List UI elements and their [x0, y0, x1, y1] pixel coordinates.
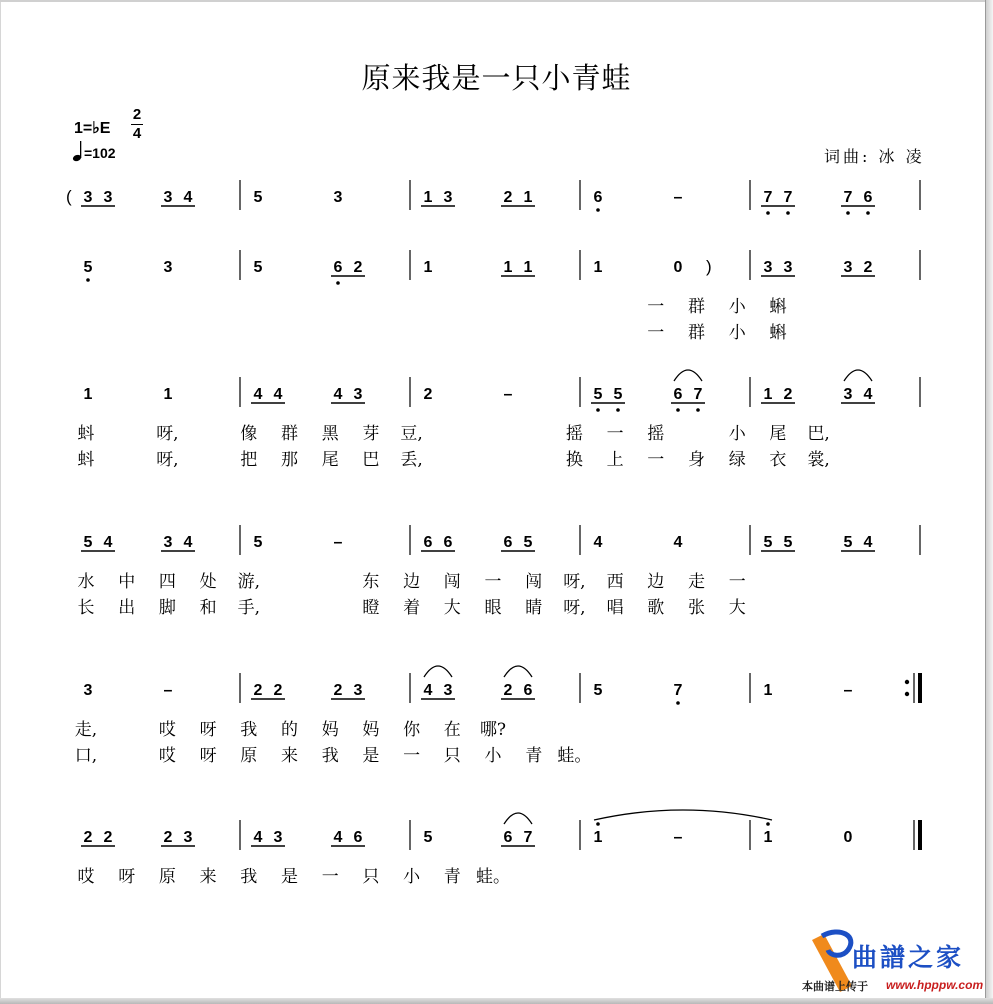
octave-dot-below [696, 408, 700, 412]
note: 3 [333, 189, 343, 206]
lyric-syllable: 中 [118, 572, 136, 592]
note: 2 [103, 829, 113, 846]
note: 1 [523, 189, 533, 206]
note: 1 [163, 386, 173, 403]
lyric-syllable: 小 [728, 297, 746, 317]
lyric-syllable: 四 [158, 572, 176, 592]
watermark-logo [800, 922, 985, 998]
lyric-syllable: 边 [647, 572, 665, 592]
note: 5 [593, 682, 603, 699]
note: 5 [83, 259, 93, 276]
note: 4 [253, 386, 263, 403]
time-signature-bottom: 4 [132, 125, 142, 142]
note: 4 [183, 189, 193, 206]
lyric-syllable: 一 [647, 323, 665, 343]
lyric-syllable: 蚪 [77, 450, 95, 470]
note: 7 [693, 386, 703, 403]
lyric-syllable: 闯 [525, 572, 543, 592]
lyric-syllable: 着 [403, 598, 421, 618]
note: 7 [523, 829, 533, 846]
lyric-syllable: 像 [240, 424, 258, 444]
watermark-url: www.hpppw.com [886, 978, 984, 992]
lyric-syllable: 青 [525, 746, 543, 766]
lyric-syllable: 来 [281, 746, 298, 766]
slur [424, 666, 452, 677]
note: 2 [503, 189, 513, 206]
lyric-syllable: 衣 [769, 450, 787, 470]
repeat-dot [905, 692, 909, 696]
note: 5 [783, 534, 793, 551]
note: 5 [83, 534, 93, 551]
lyric-syllable: 把 [240, 450, 258, 470]
lyric-syllable: 是 [362, 746, 380, 766]
note: 3 [443, 682, 453, 699]
lyric-syllable: 摇 [647, 424, 665, 444]
note: 7 [763, 189, 773, 206]
lyric-syllable: 呀, [156, 450, 179, 470]
lyric-syllable: 只 [443, 746, 461, 766]
lyric-syllable: 芽 [362, 424, 380, 444]
lyric-syllable: 蛙。 [557, 746, 592, 766]
open-parenthesis: ( [66, 187, 72, 206]
note: 6 [673, 386, 683, 403]
sustain-dash: – [843, 682, 853, 699]
lyric-syllable: 蝌 [769, 297, 787, 317]
lyric-syllable: 哎 [158, 746, 176, 766]
note: 4 [103, 534, 113, 551]
lyric-syllable: 西 [606, 572, 624, 592]
note: 2 [423, 386, 433, 403]
lyric-syllable: 来 [199, 867, 217, 887]
lyric-syllable: 一 [606, 424, 624, 444]
note: 7 [783, 189, 793, 206]
note: 3 [83, 189, 93, 206]
note: 3 [353, 386, 363, 403]
lyric-syllable: 长 [77, 598, 95, 618]
lyric-syllable: 脚 [158, 598, 176, 618]
lyric-syllable: 只 [362, 867, 380, 887]
note: 1 [593, 259, 603, 276]
lyric-syllable: 一 [484, 572, 502, 592]
note: 2 [783, 386, 793, 403]
lyric-syllable: 黑 [321, 424, 339, 444]
lyric-syllable: 小 [484, 746, 502, 766]
lyric-syllable: 歌 [647, 598, 665, 618]
note: 1 [83, 386, 93, 403]
lyric-syllable: 巴 [362, 450, 380, 470]
note: 4 [863, 386, 873, 403]
lyric-syllable: 出 [118, 598, 136, 618]
octave-dot-below [676, 408, 680, 412]
watermark-brand: 曲譜之家 [852, 944, 965, 972]
sustain-dash: – [163, 682, 173, 699]
lyric-syllable: 哪? [479, 720, 507, 740]
lyric-syllable: 原 [240, 746, 258, 766]
note: 4 [593, 534, 603, 551]
note: 4 [253, 829, 263, 846]
slur [504, 813, 532, 824]
lyric-syllable: 尾 [321, 450, 339, 470]
lyric-syllable: 你 [403, 720, 421, 740]
note: 5 [523, 534, 533, 551]
note: 1 [523, 259, 533, 276]
lyric-syllable: 那 [281, 450, 298, 470]
octave-dot-below [766, 211, 770, 215]
note: 3 [163, 534, 173, 551]
lyric-syllable: 口, [74, 746, 98, 766]
note: 5 [423, 829, 433, 846]
note: 1 [593, 829, 603, 846]
lyric-syllable: 一 [647, 450, 665, 470]
note: 3 [163, 259, 173, 276]
note: 2 [163, 829, 173, 846]
note: 4 [273, 386, 283, 403]
note: 4 [333, 386, 343, 403]
note: 3 [843, 259, 853, 276]
note: 5 [253, 189, 263, 206]
note: 3 [763, 259, 773, 276]
lyric-syllable: 大 [728, 598, 746, 618]
lyric-syllable: 和 [199, 598, 217, 618]
note: 6 [503, 829, 513, 846]
lyric-syllable: 一 [647, 297, 665, 317]
lyric-syllable: 呀 [199, 746, 217, 766]
lyric-syllable: 丢, [400, 450, 423, 470]
note: 6 [423, 534, 433, 551]
note: 3 [83, 682, 93, 699]
note: 1 [763, 386, 773, 403]
lyric-syllable: 妈 [321, 720, 339, 740]
lyric-syllable: 我 [321, 746, 339, 766]
sustain-dash: – [673, 189, 683, 206]
lyric-syllable: 尾 [769, 424, 787, 444]
lyric-syllable: 我 [240, 720, 258, 740]
lyric-syllable: 呀 [118, 867, 136, 887]
note: 7 [843, 189, 853, 206]
lyric-syllable: 小 [728, 323, 746, 343]
time-signature-top: 2 [132, 106, 142, 123]
final-barline-thick [918, 673, 922, 703]
slur [504, 666, 532, 677]
lyric-syllable: 大 [443, 598, 461, 618]
lyric-syllable: 身 [688, 450, 705, 470]
note: 2 [503, 682, 513, 699]
lyric-syllable: 裳, [807, 450, 830, 470]
note: 5 [253, 259, 263, 276]
note: 6 [863, 189, 873, 206]
note: 2 [333, 682, 343, 699]
note: 2 [273, 682, 283, 699]
note: 3 [443, 189, 453, 206]
note: 6 [593, 189, 603, 206]
note: 4 [423, 682, 433, 699]
lyric-syllable: 走, [74, 720, 98, 740]
lyric-syllable: 游, [237, 572, 261, 592]
watermark-note: 本曲谱上传于 [802, 981, 868, 993]
note: 2 [353, 259, 363, 276]
note: 2 [863, 259, 873, 276]
note: 5 [843, 534, 853, 551]
note: 4 [333, 829, 343, 846]
tie [594, 810, 772, 820]
note: 4 [183, 534, 193, 551]
lyric-syllable: 哎 [77, 867, 95, 887]
lyric-syllable: 呀, [563, 572, 586, 592]
note: 6 [353, 829, 363, 846]
note: 2 [253, 682, 263, 699]
lyric-syllable: 蝌 [769, 323, 787, 343]
lyric-syllable: 小 [728, 424, 746, 444]
lyric-syllable: 瞪 [362, 598, 380, 618]
octave-dot-below [846, 211, 850, 215]
octave-dot-below [86, 278, 90, 282]
note: 1 [763, 682, 773, 699]
lyric-syllable: 水 [77, 572, 95, 592]
note: 6 [443, 534, 453, 551]
lyric-syllable: 群 [281, 424, 298, 444]
key-signature: 1=♭E [74, 120, 111, 137]
lyric-syllable: 手, [237, 598, 261, 618]
lyric-syllable: 摇 [565, 424, 583, 444]
note: 1 [423, 259, 433, 276]
note: 5 [593, 386, 603, 403]
final-barline-thick [918, 820, 922, 850]
octave-dot-above [596, 822, 600, 826]
note: 3 [103, 189, 113, 206]
lyric-syllable: 的 [281, 720, 298, 740]
note: 1 [763, 829, 773, 846]
note: 6 [333, 259, 343, 276]
lyric-syllable: 蛙。 [476, 867, 510, 887]
note: 6 [503, 534, 513, 551]
lyric-syllable: 眼 [484, 598, 502, 618]
lyric-syllable: 呀, [563, 598, 586, 618]
lyric-syllable: 在 [443, 720, 461, 740]
lyric-syllable: 群 [688, 297, 705, 317]
lyric-syllable: 处 [199, 572, 217, 592]
note: 0 [673, 259, 683, 276]
lyric-syllable: 换 [565, 450, 583, 470]
slur [674, 370, 702, 381]
octave-dot-below [336, 281, 340, 285]
lyric-syllable: 唱 [606, 598, 624, 618]
lyric-syllable: 一 [321, 867, 339, 887]
note: 5 [763, 534, 773, 551]
note: 1 [503, 259, 513, 276]
lyric-syllable: 走 [688, 572, 705, 592]
lyric-syllable: 上 [606, 450, 624, 470]
lyric-syllable: 一 [403, 746, 421, 766]
slur [844, 370, 872, 381]
octave-dot-below [866, 211, 870, 215]
octave-dot-below [616, 408, 620, 412]
lyric-syllable: 张 [688, 598, 705, 618]
lyric-syllable: 闯 [443, 572, 461, 592]
lyric-syllable: 呀 [199, 720, 217, 740]
note: 3 [183, 829, 193, 846]
lyric-syllable: 睛 [525, 598, 543, 618]
octave-dot-below [786, 211, 790, 215]
note: 1 [423, 189, 433, 206]
lyric-syllable: 边 [403, 572, 421, 592]
song-title: 原来我是一只小青蛙 [361, 61, 632, 95]
tempo-value: =102 [84, 145, 116, 161]
lyric-syllable: 东 [362, 572, 380, 592]
note: 7 [673, 682, 683, 699]
repeat-dot [905, 680, 909, 684]
lyric-syllable: 小 [403, 867, 421, 887]
note: 6 [523, 682, 533, 699]
octave-dot-above [766, 822, 770, 826]
lyric-syllable: 巴, [807, 424, 830, 444]
lyric-syllable: 一 [728, 572, 746, 592]
lyric-syllable: 我 [240, 867, 258, 887]
octave-dot-below [676, 701, 680, 705]
note: 4 [863, 534, 873, 551]
lyric-syllable: 绿 [728, 450, 746, 470]
credit-line: 词曲: 冰 凌 [824, 147, 925, 166]
lyric-syllable: 哎 [158, 720, 176, 740]
lyric-syllable: 妈 [362, 720, 380, 740]
note: 5 [613, 386, 623, 403]
lyric-syllable: 是 [281, 867, 298, 887]
lyric-syllable: 群 [688, 323, 705, 343]
lyric-syllable: 蚪 [77, 424, 95, 444]
note: 3 [273, 829, 283, 846]
lyric-syllable: 豆, [400, 424, 423, 444]
note: 4 [673, 534, 683, 551]
note: 3 [353, 682, 363, 699]
note: 3 [783, 259, 793, 276]
octave-dot-below [596, 408, 600, 412]
note: 2 [83, 829, 93, 846]
note: 3 [163, 189, 173, 206]
sustain-dash: – [333, 534, 343, 551]
note: 3 [843, 386, 853, 403]
lyric-syllable: 青 [443, 867, 461, 887]
lyric-syllable: 呀, [156, 424, 179, 444]
octave-dot-below [596, 208, 600, 212]
close-parenthesis: ) [706, 257, 712, 276]
note: 5 [253, 534, 263, 551]
note: 0 [843, 829, 853, 846]
lyric-syllable: 原 [158, 867, 176, 887]
sustain-dash: – [673, 829, 683, 846]
sustain-dash: – [503, 386, 513, 403]
